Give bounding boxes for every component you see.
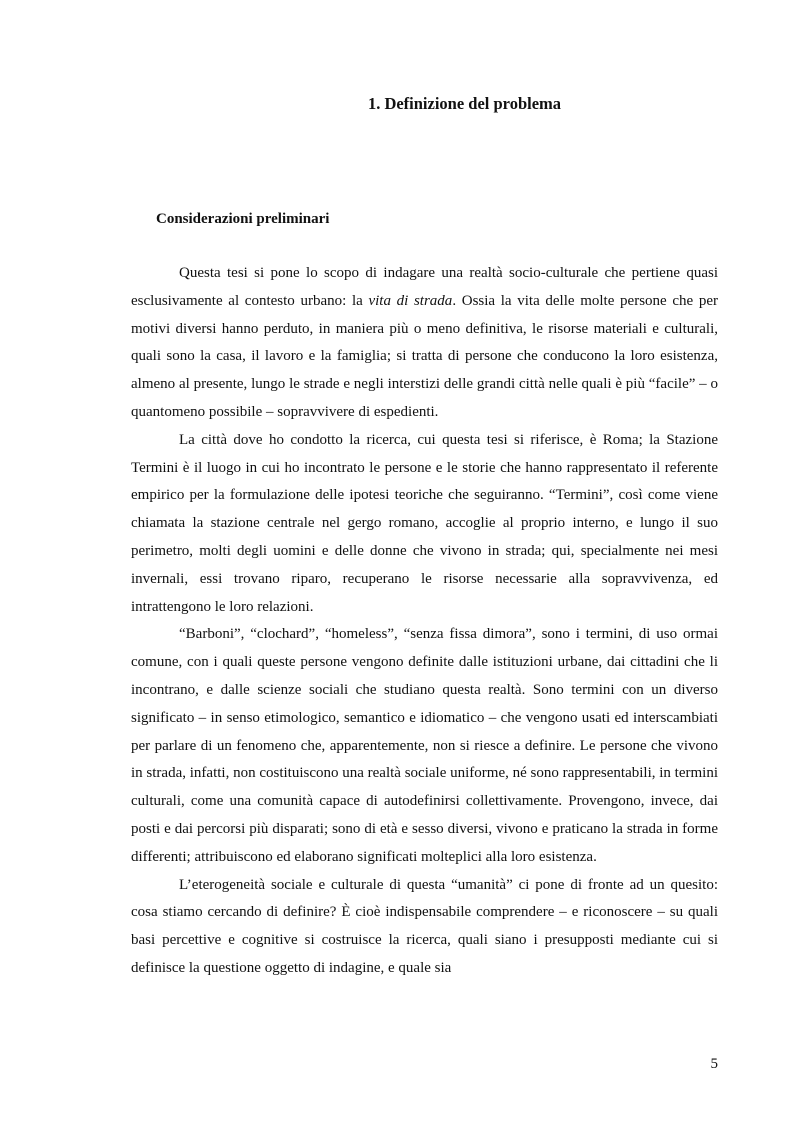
paragraph-1-emphasis: vita di strada (368, 292, 453, 309)
paragraph-1-text-end: . Ossia la vita delle molte persone che per motivi diversi hanno perduto, in maniera più o meno definitiva, le risorse materiali e culturali, quali sono la casa, il lavoro e la famiglia; si tratta di persone che conducono la loro esistenza, almeno al presente, lungo le strade e negli interstizi delle grandi città nelle quali è più “facile” – o quantomeno possibile – sopravvivere di espedienti. (131, 292, 719, 420)
body-text (131, 260, 718, 983)
paragraph-4: L’eterogeneità sociale e culturale di questa “umanità” ci pone di fronte ad un quesito: cosa stiamo cercando di definire? È cioè indispensabile comprendere – e riconoscere – su quali basi percettive e cognitive si costruisce la ricerca, quali siano i presupposti mediante cui si definisce la questione oggetto di indagine, e quale sia (131, 876, 718, 976)
page-number: 5 (710, 1056, 718, 1072)
paragraph-2: La città dove ho condotto la ricerca, cui questa tesi si riferisce, è Roma; la Stazione Termini è il luogo in cui ho incontrato le persone e le storie che hanno rappresentato il referente empirico per la formulazione delle ipotesi teoriche che seguiranno. “Termini”, così come viene chiamata la stazione centrale nel gergo romano, accoglie al proprio interno, e lungo il suo perimetro, molti degli uomini e delle donne che vivono in strada; qui, specialmente nei mesi invernali, essi trovano riparo, recuperano le risorse necessarie alla sopravvivenza, ed intrattengono le loro relazioni. (131, 431, 718, 615)
paragraph-1-text-start: Questa tesi si pone lo scopo di indagare una realtà socio-culturale che pertiene quasi esclusivamente al contesto urbano: la (131, 265, 718, 309)
paragraph-3: “Barboni”, “clochard”, “homeless”, “senza fissa dimora”, sono i termini, di uso ormai comune, con i quali queste persone vengono definite dalle istituzioni urbane, dai cittadini che li incontrano, e dalle scienze sociali che studiano questa realtà. Sono termini con un diverso significato – in senso etimologico, semantico e idiomatico – che vengono usati ed interscambiati per parlare di un fenomeno che, apparentemente, non si riesce a definire. Le persone che vivono in strada, infatti, non costituiscono una realtà sociale uniforme, né sono rappresentabili, in termini culturali, come una comunità capace di autodefinirsi collettivamente. Provengono, invece, dai posti e dai percorsi più disparati; sono di età e sesso diversi, vivono e praticano la strada in forme differenti; attribuiscono ed elaborano significati molteplici alla loro esistenza. (131, 626, 718, 865)
section-heading: Considerazioni preliminari (156, 211, 330, 227)
chapter-title: 1. Definizione del problema (367, 94, 562, 113)
paragraph-1 (131, 260, 718, 427)
